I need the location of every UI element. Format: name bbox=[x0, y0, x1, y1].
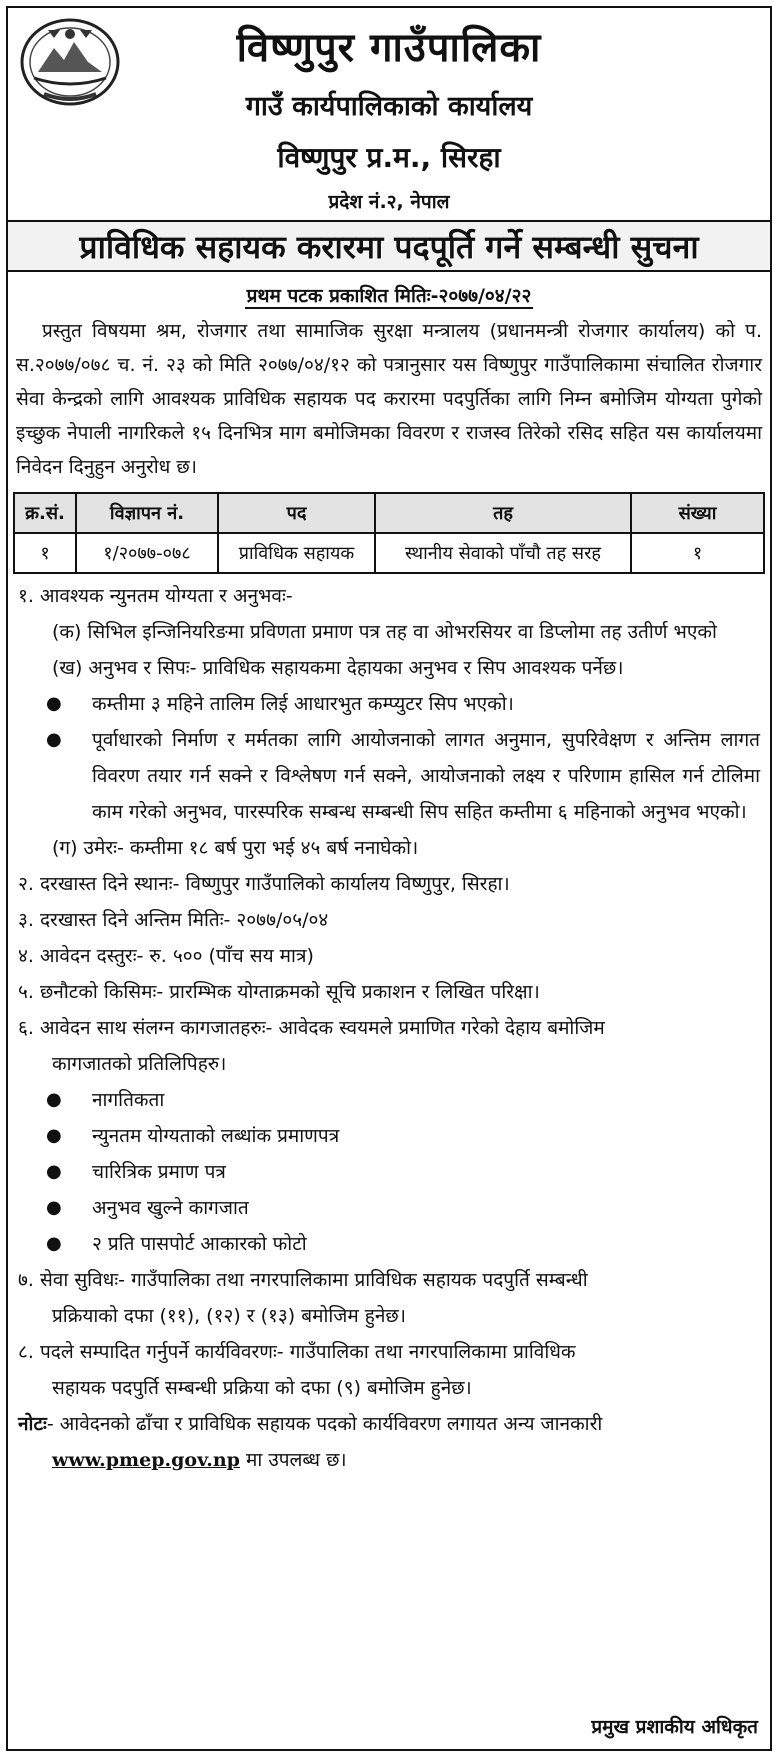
note-label: नोटः bbox=[18, 1413, 47, 1435]
table-cell: १ bbox=[631, 533, 764, 573]
section-heading: ५. छनौटको किसिमः- प्रारम्भिक योग्ताक्रमको सूचि प्रकाशन र लिखित परिक्षा। bbox=[18, 981, 540, 1003]
table-cell: स्थानीय सेवाको पाँचौ तह सरह bbox=[375, 533, 631, 573]
section-continuation: प्रक्रियाको दफा (११), (१२) र (१३) बमोजिम हुनेछ। bbox=[52, 1305, 406, 1327]
list-item: ● कम्तीमा ३ महिने तालिम लिई आधारभुत कम्प्युटर सिप भएको। bbox=[18, 686, 760, 722]
office-address: विष्णुपुर प्र.म., सिरहा bbox=[277, 141, 501, 174]
province-line: प्रदेश नं.२, नेपाल bbox=[328, 191, 450, 213]
note-after: मा उपलब्ध छ। bbox=[239, 1449, 347, 1471]
intro-paragraph: प्रस्तुत विषयमा श्रम, रोजगार तथा सामाजिक सुरक्षा मन्त्रालय (प्रधानमन्त्री रोजगार कार्यालय) को प. स.२०७७/०७८ च. नं. २३ को मिति २०७७/०४/१२ को पत्रानुसार यस विष्णुपुर गाउँपालिकामा संचालित रोजगार सेवा केन्द्रको लागि आवश्यक प्राविधिक सहायक पद करारमा पदपुर्तिका लागि निम्न बमोजिम योग्यता पुगेको इच्छुक नेपाली नागरिकले १५ दिनभित्र माग बमोजिमका विवरण र राजस्व तिरेको रसिद सहित यस कार्यालयमा निवेदन दिनुहुन अनुरोध छ। bbox=[16, 320, 762, 478]
section-continuation: सहायक पदपुर्ति सम्बन्धी प्रक्रिया को दफा (९) बमोजिम हुनेछ। bbox=[52, 1377, 472, 1399]
list-item: (ग) उमेरः- कम्तीमा १८ बर्ष पुरा भई ४५ बर्ष ननाघेको। bbox=[52, 837, 419, 859]
website-link[interactable]: www.pmep.gov.np bbox=[52, 1449, 240, 1471]
vacancy-table bbox=[13, 492, 765, 574]
table-cell: १/२०७७-०७८ bbox=[76, 533, 218, 573]
column-header: क्र.सं. bbox=[14, 493, 76, 533]
section-heading: १. आवश्यक न्युनतम योग्यता र अनुभवः- bbox=[18, 585, 293, 607]
section-heading: २. दरखास्त दिने स्थानः- विष्णुपुर गाउँपालिको कार्यालय विष्णुपुर, सिरहा। bbox=[18, 873, 510, 895]
table-row bbox=[14, 533, 764, 573]
signature: प्रमुख प्रशाकीय अधिकृत bbox=[591, 1716, 758, 1738]
note bbox=[18, 1406, 760, 1442]
requirements-section bbox=[8, 574, 770, 1478]
office-name: गाउँ कार्यपालिकाको कार्यालय bbox=[245, 91, 533, 122]
org-name: विष्णुपुर गाउँपालिका bbox=[236, 25, 542, 71]
section-continuation: कागजातको प्रतिलिपिहरु। bbox=[52, 1053, 227, 1075]
bullet-icon: ● bbox=[46, 1125, 62, 1146]
list-item: (क) सिभिल इन्जिनियरिङमा प्रविणता प्रमाण पत्र तह वा ओभरसियर वा डिप्लोमा तह उतीर्ण भएको bbox=[52, 621, 717, 643]
bullet-icon: ● bbox=[46, 693, 62, 714]
list-item: (ख) अनुभव र सिपः- प्राविधिक सहायकमा देहायका अनुभव र सिप आवश्यक पर्नेछ। bbox=[52, 657, 624, 679]
list-item: ● न्युनतम योग्यताको लब्धांक प्रमाणपत्र bbox=[18, 1118, 760, 1154]
list-item: ● २ प्रति पासपोर्ट आकारको फोटो bbox=[18, 1226, 760, 1262]
section-heading: ६. आवेदन साथ संलग्न कागजातहरुः- आवेदक स्वयमले प्रमाणित गरेको देहाय बमोजिम bbox=[18, 1017, 605, 1039]
bullet-icon: ● bbox=[46, 1089, 62, 1110]
notice-page bbox=[6, 6, 772, 1751]
notice-title: प्राविधिक सहायक करारमा पदपूर्ति गर्ने सम्बन्धी सुचना bbox=[8, 222, 770, 272]
list-item: ● नागतिकता bbox=[18, 1082, 760, 1118]
list-item: ● चारित्रिक प्रमाण पत्र bbox=[18, 1154, 760, 1190]
column-header: विज्ञापन नं. bbox=[76, 493, 218, 533]
table-header-row bbox=[14, 493, 764, 533]
table-cell: प्राविधिक सहायक bbox=[218, 533, 375, 573]
section-heading: ३. दरखास्त दिने अन्तिम मितिः- २०७७/०५/०४ bbox=[18, 909, 329, 931]
column-header: तह bbox=[375, 493, 631, 533]
bullet-icon: ● bbox=[46, 1161, 62, 1182]
notice-header bbox=[8, 8, 770, 222]
bullet-icon: ● bbox=[46, 1197, 62, 1218]
note-url-line bbox=[18, 1442, 760, 1478]
publication-date bbox=[8, 282, 770, 308]
column-header: संख्या bbox=[631, 493, 764, 533]
bullet-icon: ● bbox=[46, 729, 62, 750]
note-text: - आवेदनको ढाँचा र प्राविधिक सहायक पदको कार्यविवरण लगायत अन्य जानकारी bbox=[46, 1413, 603, 1435]
section-heading: ७. सेवा सुविधः- गाउँपालिका तथा नगरपालिकामा प्राविधिक सहायक पदपुर्ति सम्बन्धी bbox=[18, 1269, 588, 1291]
column-header: पद bbox=[218, 493, 375, 533]
table-cell: १ bbox=[14, 533, 76, 573]
bullet-icon: ● bbox=[46, 1233, 62, 1254]
list-item: ● पूर्वाधारको निर्माण र मर्मतका लागि आयोजनाको लागत अनुमान, सुपरिवेक्षण र अन्तिम लागत विवरण तयार गर्न सक्ने र विश्लेषण गर्न सक्ने, आयोजनाको लक्ष्य र परिणाम हासिल गर्न टोलिमा काम गरेको अनुभव, पारस्परिक सम्बन्ध सम्बन्धी सिप सहित कम्तीमा ६ महिनाको अनुभव भएको। bbox=[18, 722, 760, 830]
section-heading: ८. पदले सम्पादित गर्नुपर्ने कार्यविवरणः- गाउँपालिका तथा नगरपालिकामा प्राविधिक bbox=[18, 1341, 576, 1363]
publication-date-text: प्रथम पटक प्रकाशित मितिः-२०७७/०४/२२ bbox=[246, 285, 532, 307]
section-heading: ४. आवेदन दस्तुरः- रु. ५०० (पाँच सय मात्र) bbox=[18, 945, 314, 967]
list-item: ● अनुभव खुल्ने कागजात bbox=[18, 1190, 760, 1226]
